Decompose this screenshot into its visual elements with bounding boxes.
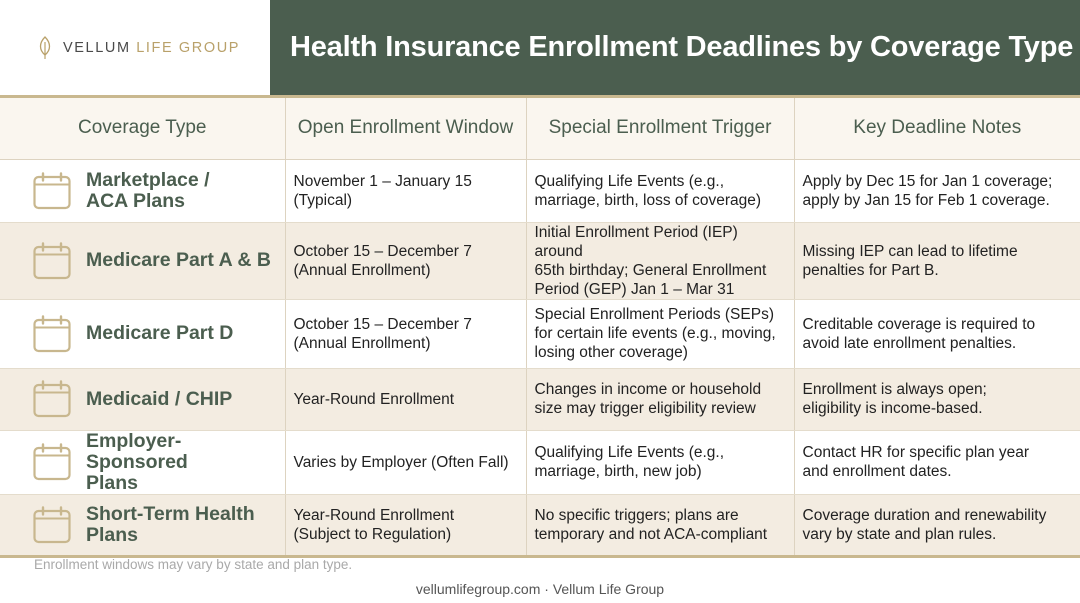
cell-line: eligibility is income-based. bbox=[802, 400, 983, 417]
open-enrollment-cell bbox=[285, 222, 526, 299]
cell-line: Varies by Employer (Often Fall) bbox=[293, 453, 509, 471]
coverage-type-cell bbox=[0, 299, 285, 368]
open-enrollment-cell bbox=[285, 368, 526, 430]
coverage-type-cell bbox=[0, 494, 285, 556]
cell-line: penalties for Part B. bbox=[802, 261, 939, 279]
column-header-special-enrollment: Special Enrollment Trigger bbox=[526, 98, 794, 159]
cell-line: Year-Round Enrollment bbox=[293, 506, 455, 524]
cell-line: (Annual Enrollment) bbox=[293, 334, 431, 352]
coverage-type-cell bbox=[0, 222, 285, 299]
cell-line: Missing IEP can lead to lifetime bbox=[802, 242, 1018, 260]
calendar-icon bbox=[33, 380, 71, 418]
special-enrollment-cell bbox=[526, 299, 794, 368]
column-header-deadline-notes: Key Deadline Notes bbox=[794, 98, 1080, 159]
cell-line: Coverage duration and renewability bbox=[802, 506, 1047, 524]
leaf-icon bbox=[36, 36, 54, 60]
table-row bbox=[0, 299, 1080, 368]
cell-line: Medicare Part A & B bbox=[86, 249, 271, 271]
table-row bbox=[0, 222, 1080, 299]
cell-line: October 15 – December 7 bbox=[293, 242, 472, 260]
calendar-icon bbox=[33, 242, 71, 280]
cell-line: avoid late enrollment penalties. bbox=[802, 334, 1017, 352]
column-header-open-enrollment: Open Enrollment Window bbox=[285, 98, 526, 159]
calendar-icon bbox=[33, 443, 71, 481]
cell-line: Medicaid / CHIP bbox=[86, 387, 233, 410]
brand-logo[interactable] bbox=[0, 0, 270, 95]
page-title: Health Insurance Enrollment Deadlines by Coverage Type bbox=[290, 31, 1074, 63]
deadline-notes-cell bbox=[794, 299, 1080, 368]
cell-line: and enrollment dates. bbox=[802, 463, 952, 480]
cell-line: Marketplace / bbox=[86, 168, 210, 191]
table-body bbox=[0, 159, 1080, 556]
cell-line: temporary and not ACA-compliant bbox=[534, 525, 768, 543]
table-row bbox=[0, 430, 1080, 494]
coverage-type-name bbox=[86, 323, 233, 344]
coverage-type-name bbox=[86, 250, 271, 271]
open-enrollment-cell bbox=[285, 494, 526, 556]
cell-line: losing other coverage) bbox=[534, 344, 688, 361]
cell-line: Contact HR for specific plan year bbox=[802, 444, 1030, 461]
footnote: Enrollment windows may vary by state and plan type. bbox=[34, 557, 353, 572]
coverage-type-cell bbox=[0, 430, 285, 494]
cell-line: October 15 – December 7 bbox=[293, 315, 472, 333]
open-enrollment-cell bbox=[285, 430, 526, 494]
open-enrollment-cell bbox=[285, 159, 526, 222]
cell-line: Enrollment is always open; bbox=[802, 381, 987, 398]
cell-line: Qualifying Life Events (e.g., bbox=[534, 172, 725, 190]
cell-line: Changes in income or household bbox=[534, 381, 762, 398]
cell-line: Plans bbox=[86, 523, 139, 546]
cell-line: No specific triggers; plans are bbox=[534, 506, 739, 524]
cell-line: marriage, birth, loss of coverage) bbox=[534, 191, 762, 209]
special-enrollment-cell bbox=[526, 494, 794, 556]
table-row bbox=[0, 368, 1080, 430]
cell-line: Year-Round Enrollment bbox=[293, 390, 455, 408]
coverage-type-name bbox=[86, 170, 210, 212]
cell-line: Initial Enrollment Period (IEP) around bbox=[534, 223, 738, 260]
site-footer: vellumlifegroup.com · Vellum Life Group bbox=[415, 581, 665, 597]
enrollment-table bbox=[0, 98, 1080, 558]
special-enrollment-cell bbox=[526, 430, 794, 494]
cell-line: Short-Term Health bbox=[86, 502, 255, 525]
cell-line: size may trigger eligibility review bbox=[534, 400, 756, 417]
deadline-notes-cell bbox=[794, 159, 1080, 222]
brand-name: VELLUM LIFE GROUP bbox=[63, 39, 241, 56]
cell-line: apply by Jan 15 for Feb 1 coverage. bbox=[802, 191, 1050, 209]
table-header-row bbox=[0, 98, 1080, 159]
table-row bbox=[0, 494, 1080, 556]
coverage-type-name bbox=[86, 504, 255, 546]
cell-line: (Annual Enrollment) bbox=[293, 261, 431, 279]
table-row bbox=[0, 159, 1080, 222]
cell-line: Employer-Sponsored bbox=[86, 429, 188, 473]
cell-line: Apply by Dec 15 for Jan 1 coverage; bbox=[802, 172, 1053, 190]
cell-line: (Typical) bbox=[293, 191, 353, 209]
coverage-type-cell bbox=[0, 368, 285, 430]
deadline-notes-cell bbox=[794, 430, 1080, 494]
cell-line: (Subject to Regulation) bbox=[293, 525, 452, 543]
title-bar bbox=[270, 0, 1080, 95]
deadline-notes-cell bbox=[794, 368, 1080, 430]
cell-line: Qualifying Life Events (e.g., bbox=[534, 444, 725, 461]
cell-line: ACA Plans bbox=[86, 189, 185, 212]
page-header bbox=[0, 0, 1080, 95]
cell-line: for certain life events (e.g., moving, bbox=[534, 325, 776, 342]
cell-line: Period (GEP) Jan 1 – Mar 31 bbox=[534, 280, 735, 298]
cell-line: 65th birthday; General Enrollment bbox=[534, 261, 767, 279]
coverage-type-cell bbox=[0, 159, 285, 222]
special-enrollment-cell bbox=[526, 368, 794, 430]
cell-line: Plans bbox=[86, 471, 139, 494]
cell-line: November 1 – January 15 bbox=[293, 172, 472, 190]
calendar-icon bbox=[33, 315, 71, 353]
calendar-icon bbox=[33, 172, 71, 210]
calendar-icon bbox=[33, 506, 71, 544]
coverage-type-name bbox=[86, 431, 277, 494]
special-enrollment-cell bbox=[526, 159, 794, 222]
cell-line: marriage, birth, new job) bbox=[534, 463, 702, 480]
deadline-notes-cell bbox=[794, 494, 1080, 556]
coverage-type-name bbox=[86, 389, 232, 410]
deadline-notes-cell bbox=[794, 222, 1080, 299]
cell-line: Medicare Part D bbox=[86, 322, 234, 344]
cell-line: vary by state and plan rules. bbox=[802, 525, 997, 543]
cell-line: Creditable coverage is required to bbox=[802, 315, 1036, 333]
special-enrollment-cell bbox=[526, 222, 794, 299]
open-enrollment-cell bbox=[285, 299, 526, 368]
cell-line: Special Enrollment Periods (SEPs) bbox=[534, 306, 774, 323]
column-header-coverage-type: Coverage Type bbox=[0, 98, 285, 159]
